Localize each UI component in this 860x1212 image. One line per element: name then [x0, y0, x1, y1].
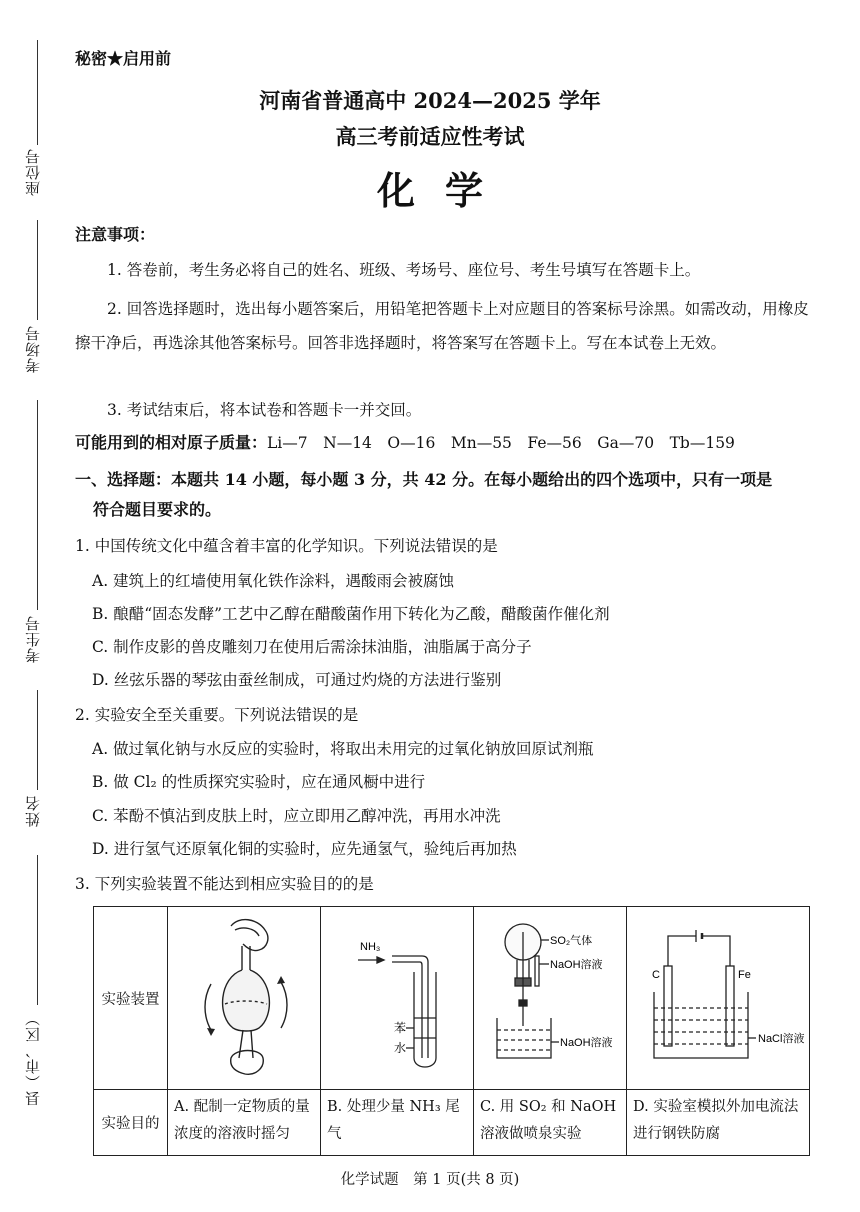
county-label: 县（市、区） [24, 1010, 42, 1106]
exam-subtitle: 高三考前适应性考试 [335, 124, 525, 149]
question-1-option-b: B. 酿醋“固态发酵”工艺中乙醇在醋酸菌作用下转化为乙酸，醋酸菌作催化剂 [92, 605, 610, 623]
iron-electrode-label: Fe [738, 969, 751, 981]
experiment-table [93, 906, 810, 1156]
question-1-option-a: A. 建筑上的红墙使用氧化铁作涂料，遇酸雨会被腐蚀 [92, 572, 455, 590]
apparatus-b-cell [321, 907, 474, 1090]
question-2-option-c: C. 苯酚不慎沾到皮肤上时，应立即用乙醇冲洗，再用水冲洗 [92, 807, 501, 825]
apparatus-header: 实验装置 [94, 907, 168, 1090]
section-heading: 一、选择题：本题共 14 小题，每小题 3 分，共 42 分。在每小题给出的四个选项中，只有一项是 [75, 470, 773, 489]
volumetric-flask-shaking-diagram [169, 908, 319, 1084]
seat-number-label: 座位号 [24, 148, 42, 196]
nacl-solution-label: NaCl溶液 [758, 1033, 805, 1045]
strip-divider [37, 400, 38, 610]
notice-title: 注意事项： [75, 225, 156, 244]
apparatus-a-cell [168, 907, 321, 1090]
purpose-b: B. 处理少量 NH₃ 尾气 [321, 1090, 474, 1156]
strip-divider [37, 855, 38, 1005]
exam-title: 河南省普通高中 2024—2025 学年 [259, 88, 601, 113]
purpose-c: C. 用 SO₂ 和 NaOH 溶液做喷泉实验 [474, 1090, 627, 1156]
question-1-option-c: C. 制作皮影的兽皮雕刻刀在使用后需涂抹油脂，油脂属于高分子 [92, 638, 532, 656]
naoh-beaker-label: NaOH溶液 [560, 1037, 613, 1049]
apparatus-c-cell [474, 907, 627, 1090]
carbon-electrode-label: C [652, 969, 660, 981]
nh3-label: NH₃ [360, 941, 381, 953]
atomic-masses-label: 可能用到的相对原子质量： [75, 433, 268, 452]
name-label: 姓名 [24, 795, 42, 827]
question-1-option-d: D. 丝弦乐器的琴弦由蚕丝制成，可通过灼烧的方法进行鉴别 [92, 671, 502, 689]
strip-divider [37, 690, 38, 790]
purpose-header: 实验目的 [94, 1090, 168, 1156]
question-2-option-d: D. 进行氢气还原氧化铜的实验时，应先通氢气，验纯后再加热 [92, 840, 517, 858]
question-2-stem: 2. 实验安全至关重要。下列说法错误的是 [75, 706, 359, 724]
notice-item-1: 1. 答卷前，考生务必将自己的姓名、班级、考场号、座位号、考生号填写在答题卡上。 [107, 261, 701, 279]
question-1-stem: 1. 中国传统文化中蕴含着丰富的化学知识。下列说法错误的是 [75, 537, 498, 555]
impressed-current-diagram [628, 908, 808, 1084]
confidential-mark: 秘密★启用前 [75, 49, 172, 68]
apparatus-d-cell [627, 907, 810, 1090]
exam-room-label: 考场号 [24, 325, 42, 373]
atomic-masses-values: Li—7 N—14 O—16 Mn—55 Fe—56 Ga—70 Tb—159 [267, 434, 735, 452]
benzene-label: 苯 [394, 1021, 407, 1035]
subject-title: 化学 [376, 168, 513, 213]
ammonia-absorption-diagram [322, 908, 472, 1084]
naoh-dropper-label: NaOH溶液 [550, 959, 603, 971]
purpose-a: A. 配制一定物质的量浓度的溶液时摇匀 [168, 1090, 321, 1156]
purpose-d: D. 实验室模拟外加电流法进行钢铁防腐 [627, 1090, 810, 1156]
section-heading-cont: 符合题目要求的。 [93, 500, 222, 519]
page-footer: 化学试题 第 1 页(共 8 页) [340, 1172, 520, 1188]
water-label: 水 [394, 1041, 407, 1055]
notice-item-3: 3. 考试结束后，将本试卷和答题卡一并交回。 [107, 401, 422, 419]
question-2-option-b: B. 做 Cl₂ 的性质探究实验时，应在通风橱中进行 [92, 773, 426, 791]
strip-divider [37, 220, 38, 320]
candidate-number-label: 考生号 [24, 615, 42, 663]
atomic-masses [75, 427, 735, 459]
so2-gas-label: SO₂气体 [550, 935, 593, 947]
notice-item-2: 2. 回答选择题时，选出每小题答案后，用铅笔把答题卡上对应题目的答案标号涂黑。如需改动，用橡皮擦干净后，再选涂其他答案标号。回答非选择题时，将答案写在答题卡上。写在本试卷上无效。 [75, 300, 809, 352]
fountain-experiment-diagram [475, 908, 625, 1084]
question-2-option-a: A. 做过氧化钠与水反应的实验时，将取出未用完的过氧化钠放回原试剂瓶 [92, 740, 594, 758]
question-3-stem: 3. 下列实验装置不能达到相应实验目的的是 [75, 875, 374, 893]
